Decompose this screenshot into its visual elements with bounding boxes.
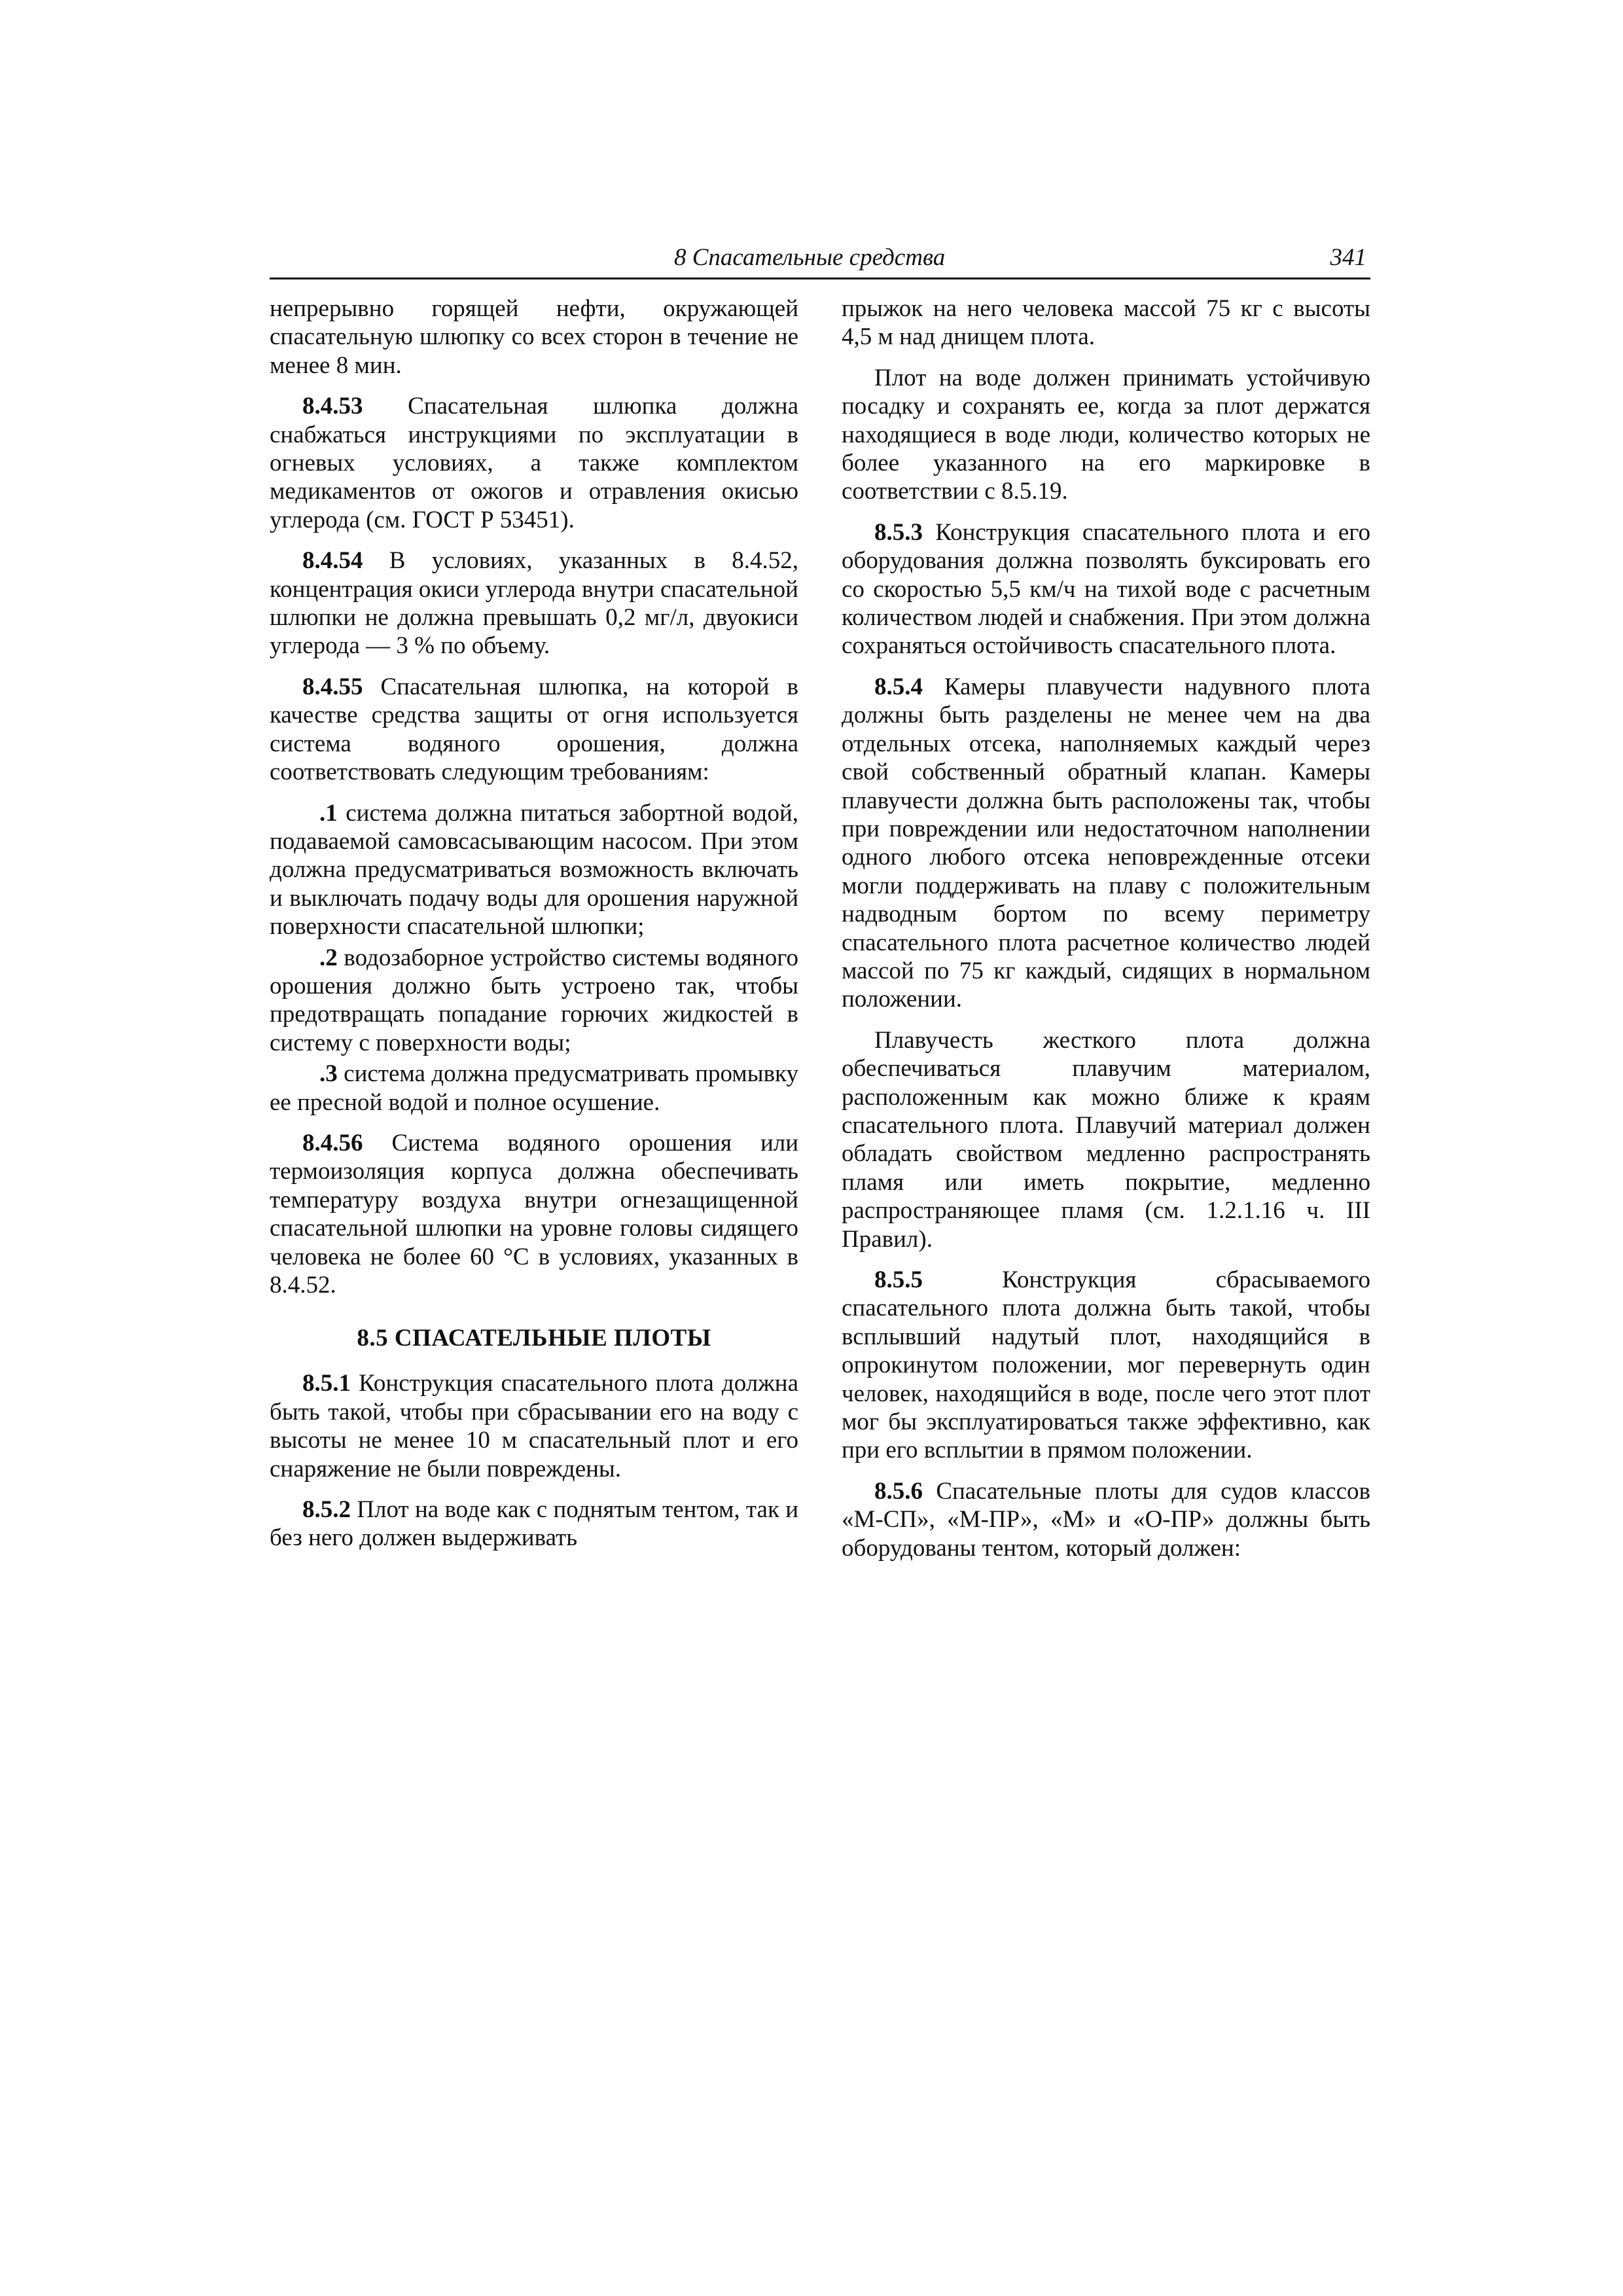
clause-8-5-1 [270,1369,798,1483]
item-number: .1 [319,799,338,827]
clause-number: 8.5.4 [874,673,923,700]
paragraph-continuation: непрерывно горящей нефти, окружающей спасательную шлюпку со всех сторон в течение не менее 8 мин. [270,295,798,379]
paragraph-rigid-raft: Плавучесть жесткого плота должна обеспечиваться плавучим материалом, расположенным как можно ближе к краям спасательного плота. Плавучий материал должен обладать свойством медленно распространять пламя или иметь покрытие, медленно распространяющее пламя (см. 1.2.1.16 ч. III Правил). [842,1026,1370,1253]
list-item [270,944,798,1058]
clause-number: 8.4.55 [302,673,363,700]
clause-text: Конструкция сбрасываемого спасательного плота должна быть такой, чтобы всплывший надутый плот, находящийся в опрокинутом положении, мог перевернуть один человек, находящийся в воде, после чего этот плот мог бы эксплуатироваться также эффективно, как при его всплытии в прямом положении. [842,1266,1370,1464]
clause-number: 8.5.6 [874,1477,923,1505]
left-column [270,295,798,1565]
clause-number: 8.5.3 [874,518,923,546]
clause-8-5-4 [842,673,1370,1014]
clause-text: Спасательная шлюпка, на которой в качестве средства защиты от огня используется система водяного орошения, должна соответствовать следующим требованиям: [270,673,799,786]
clause-text: Система водяного орошения или термоизоляция корпуса должна обеспечивать температуру воздуха внутри огнезащищенной спасательной шлюпки на уровне головы сидящего человека не более 60 °С в условиях, указанных в 8.4.52. [270,1129,799,1299]
clause-8-4-56 [270,1129,798,1299]
clause-text: Камеры плавучести надувного плота должны быть разделены не менее чем на два отдельных отсека, наполняемых каждый через свой собственный обратный клапан. Камеры плавучести должна быть расположены так, чтобы при повреждении или недостаточном наполнении одного любого отсека неповрежденные отсеки могли поддерживать на плаву с положительным надводным бортом по всему периметру спасательного плота расчетное количество людей массой по 75 кг каждый, сидящих в нормальном положении. [842,673,1370,1013]
page-number: 341 [1330,244,1366,271]
running-section-title: 8 Спасательные средства [674,244,946,271]
clause-number: 8.5.2 [302,1496,351,1524]
list-item [270,799,798,941]
clause-8-5-5 [842,1266,1370,1465]
clause-8-4-55 [270,673,798,787]
clause-number: 8.4.56 [302,1129,363,1157]
item-number: .3 [319,1060,338,1088]
paragraph-continuation: прыжок на него человека массой 75 кг с высоты 4,5 м над днищем плота. [842,295,1370,351]
clause-text: Конструкция спасательного плота должна быть такой, чтобы при сбрасывании его на воду с высоты не менее 10 м спасательный плот и его снаряжение не были повреждены. [270,1370,799,1482]
clause-text: В условиях, указанных в 8.4.52, концентрация окиси углерода внутри спасательной шлюпки не должна превышать 0,2 мг/л, двуокиси углерода — 3 % по объему. [270,547,798,660]
clause-8-5-6 [842,1477,1370,1562]
clause-number: 8.4.53 [302,393,363,420]
list-item [270,1060,798,1117]
item-text: водозаборное устройство системы водяного орошения должно быть устроено так, чтобы предотвращать попадание горючих жидкостей в систему с поверхности воды; [270,944,799,1056]
clause-text: Спасательные плоты для судов классов «М-СП», «М-ПР», «М» и «О-ПР» должны быть оборудованы тентом, который должен: [842,1477,1370,1562]
right-column [842,295,1370,1575]
clause-text: Плот на воде как с поднятым тентом, так и без него должен выдерживать [270,1496,799,1552]
item-number: .2 [319,944,338,971]
clause-number: 8.5.1 [302,1370,351,1397]
clause-text: Спасательная шлюпка должна снабжаться инструкциями по эксплуатации в огневых условиях, а также комплектом медикаментов от ожогов и отравления окисью углерода (см. ГОСТ Р 53451). [270,393,798,533]
paragraph-raft-stability: Плот на воде должен принимать устойчивую посадку и сохранять ее, когда за плот держатся находящиеся в воде люди, количество которых не более указанного на его маркировке в соответствии с 8.5.19. [842,364,1370,505]
clause-8-4-53 [270,392,798,534]
clause-8-5-3 [842,518,1370,660]
clause-number: 8.5.5 [874,1266,923,1293]
section-heading-8-5: 8.5 СПАСАТЕЛЬНЫЕ ПЛОТЫ [357,1325,711,1352]
clause-text: Конструкция спасательного плота и его оборудования должна позволять буксировать его со скоростью 5,5 км/ч на тихой воде с расчетным количеством людей и снабжения. При этом должна сохраняться остойчивость спасательного плота. [842,518,1371,660]
clause-8-5-2 [270,1496,798,1552]
item-text: система должна питаться забортной водой, подаваемой самовсасывающим насосом. При этом должна предусматриваться возможность включать и выключать подачу воды для орошения наружной поверхности спасательной шлюпки; [270,799,798,941]
clause-8-4-54 [270,547,798,660]
page-header [270,237,1370,279]
clause-number: 8.4.54 [302,547,363,575]
item-text: система должна предусматривать промывку ее пресной водой и полное осушение. [270,1060,798,1116]
